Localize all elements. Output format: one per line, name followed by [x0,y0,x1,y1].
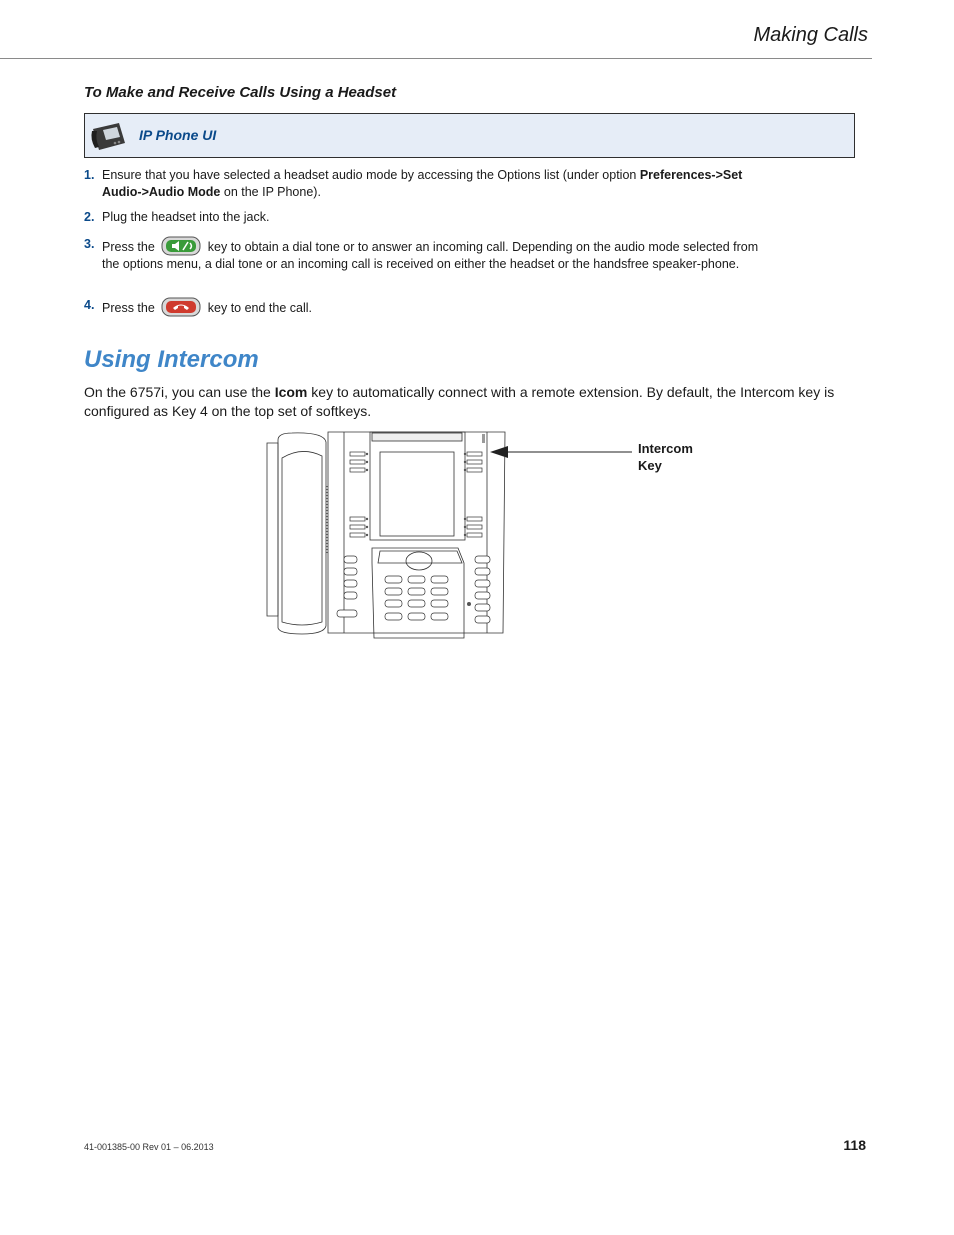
step-text: Plug the headset into the jack. [102,210,270,224]
step-number: 1. [84,168,95,182]
ip-phone-ui-label: IP Phone UI [139,127,217,143]
goodbye-key-icon [161,297,201,317]
subsection-title: To Make and Receive Calls Using a Headset [84,84,397,101]
step-text: Ensure that you have selected a headset audio mode by accessing the Options list (under option Preferences->Set Audio->Audio Mode on the IP Phone). [102,168,743,199]
section-title: Using Intercom [84,346,259,373]
header-divider [0,58,872,59]
step-number: 2. [84,210,95,224]
step-number: 4. [84,298,95,312]
intercom-key-callout: Intercom Key [638,441,693,473]
step-text: Press the key to end the call. [102,297,772,317]
ip-phone-ui-box [84,113,855,158]
step-text: Press the key to obtain a dial tone or to answer an incoming call. Depending on the audio mode selected from the options menu, a dial tone or an incoming call is received on either the headset or the handsfree speaker-phone. [102,236,772,273]
step-number: 3. [84,237,95,251]
footer-doc-id: 41-001385-00 Rev 01 – 06.2013 [84,1142,214,1152]
header-title: Making Calls [753,24,868,46]
page-number: 118 [843,1137,866,1153]
handsfree-key-icon [161,236,201,256]
section-intro: On the 6757i, you can use the Icom key to automatically connect with a remote extension. By default, the Intercom key is configured as Key 4 on the top set of softkeys. [84,384,835,419]
ip-phone-icon [89,119,127,153]
